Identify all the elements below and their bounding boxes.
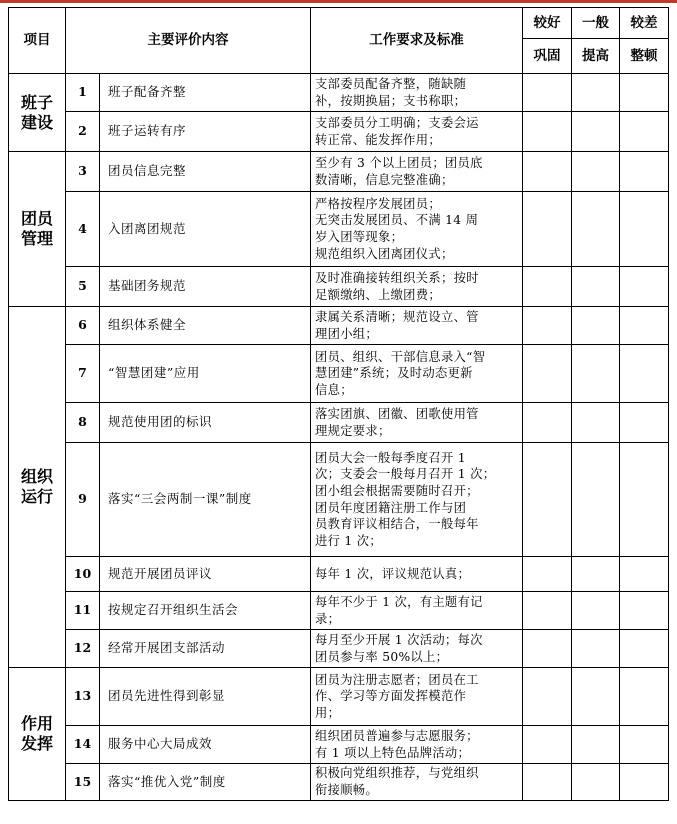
requirement-line: 至少有 3 个以上团员；团员底 — [315, 155, 483, 170]
rating-good-cell[interactable] — [523, 630, 572, 668]
rating-average-cell[interactable] — [572, 557, 620, 592]
requirement-line: 信息； — [315, 382, 353, 397]
category-role-play: 作用 发挥 — [9, 668, 66, 801]
table-body — [9, 74, 669, 801]
table-row — [9, 74, 669, 112]
rating-average-cell[interactable] — [572, 74, 620, 112]
header-project: 项目 — [9, 8, 66, 74]
requirement-line: 转正常、能发挥作用； — [315, 132, 441, 147]
table-row — [9, 443, 669, 557]
rating-good-cell[interactable] — [523, 267, 572, 307]
rating-average-cell[interactable] — [572, 592, 620, 630]
table-row — [9, 192, 669, 267]
work-requirement — [311, 192, 523, 267]
work-requirement — [311, 630, 523, 668]
work-requirement — [311, 403, 523, 443]
table-row — [9, 668, 669, 726]
requirement-line: 理规定要求； — [315, 423, 391, 438]
rating-poor-cell[interactable] — [620, 74, 669, 112]
rating-poor-cell[interactable] — [620, 764, 669, 801]
requirement-line: 团员、组织、干部信息录入“智 — [315, 349, 486, 364]
rating-good-cell[interactable] — [523, 152, 572, 192]
requirement-line: 每月至少开展 1 次活动；每次 — [315, 632, 483, 647]
rating-good-cell[interactable] — [523, 345, 572, 403]
requirement-line: 无突击发展团员、不满 14 周 — [315, 213, 479, 228]
rating-good-cell[interactable] — [523, 668, 572, 726]
evaluation-content: 班子运转有序 — [100, 112, 311, 152]
requirement-line: 有 1 项以上特色品牌活动； — [315, 745, 471, 760]
requirement-line: 进行 1 次； — [315, 533, 382, 548]
rating-average-cell[interactable] — [572, 630, 620, 668]
requirement-line: 严格按程序发展团员； — [315, 196, 441, 211]
rating-average-cell[interactable] — [572, 443, 620, 557]
table-row — [9, 403, 669, 443]
rating-average-cell[interactable] — [572, 192, 620, 267]
rating-average-cell[interactable] — [572, 267, 620, 307]
rating-poor-cell[interactable] — [620, 267, 669, 307]
header-standard: 工作要求及标准 — [311, 8, 523, 74]
header-rating-average: 一般 — [572, 8, 620, 39]
rating-poor-cell[interactable] — [620, 592, 669, 630]
header-rating-improve: 提高 — [572, 39, 620, 74]
table-row — [9, 592, 669, 630]
rating-good-cell[interactable] — [523, 557, 572, 592]
rating-average-cell[interactable] — [572, 668, 620, 726]
row-number: 1 — [66, 74, 100, 112]
evaluation-content: 服务中心大局成效 — [100, 726, 311, 764]
table-row — [9, 112, 669, 152]
evaluation-content: “智慧团建”应用 — [100, 345, 311, 403]
evaluation-content: 团员先进性得到彰显 — [100, 668, 311, 726]
evaluation-content: 组织体系健全 — [100, 307, 311, 345]
row-number: 13 — [66, 668, 100, 726]
table-row — [9, 345, 669, 403]
requirement-line: 数清晰，信息完整准确； — [315, 172, 454, 187]
rating-good-cell[interactable] — [523, 192, 572, 267]
requirement-line: 落实团旗、团徽、团歌使用管 — [315, 406, 479, 421]
evaluation-content: 基础团务规范 — [100, 267, 311, 307]
requirement-line: 团员年度团籍注册工作与团 — [315, 500, 467, 515]
rating-average-cell[interactable] — [572, 726, 620, 764]
row-number: 6 — [66, 307, 100, 345]
row-number: 10 — [66, 557, 100, 592]
evaluation-content: 按规定召开组织生活会 — [100, 592, 311, 630]
table-row — [9, 630, 669, 668]
table-row — [9, 726, 669, 764]
row-number: 7 — [66, 345, 100, 403]
work-requirement — [311, 112, 523, 152]
header-rating-consolidate: 巩固 — [523, 39, 572, 74]
work-requirement — [311, 592, 523, 630]
rating-good-cell[interactable] — [523, 592, 572, 630]
evaluation-content: 规范开展团员评议 — [100, 557, 311, 592]
rating-average-cell[interactable] — [572, 345, 620, 403]
header-rating-poor: 较差 — [620, 8, 669, 39]
rating-good-cell[interactable] — [523, 112, 572, 152]
top-red-rule — [0, 0, 677, 3]
rating-poor-cell[interactable] — [620, 668, 669, 726]
rating-poor-cell[interactable] — [620, 345, 669, 403]
rating-average-cell[interactable] — [572, 152, 620, 192]
rating-poor-cell[interactable] — [620, 557, 669, 592]
requirement-line: 团员为注册志愿者；团员在工 — [315, 672, 479, 687]
requirement-line: 足额缴纳、上缴团费； — [315, 287, 441, 302]
work-requirement — [311, 668, 523, 726]
rating-good-cell[interactable] — [523, 403, 572, 443]
requirement-line: 员教育评议相结合，一般每年 — [315, 517, 479, 532]
requirement-line: 补，按期换届；支书称职； — [315, 93, 467, 108]
rating-good-cell[interactable] — [523, 764, 572, 801]
row-number: 8 — [66, 403, 100, 443]
evaluation-content: 经常开展团支部活动 — [100, 630, 311, 668]
header-content: 主要评价内容 — [66, 8, 311, 74]
work-requirement — [311, 726, 523, 764]
work-requirement — [311, 345, 523, 403]
category-organization-operation: 组织 运行 — [9, 307, 66, 668]
row-number: 15 — [66, 764, 100, 801]
work-requirement — [311, 307, 523, 345]
rating-poor-cell[interactable] — [620, 192, 669, 267]
rating-poor-cell[interactable] — [620, 403, 669, 443]
table-row — [9, 764, 669, 801]
rating-average-cell[interactable] — [572, 307, 620, 345]
rating-average-cell[interactable] — [572, 403, 620, 443]
table-row — [9, 267, 669, 307]
rating-poor-cell[interactable] — [620, 443, 669, 557]
evaluation-content: 落实“推优入党”制度 — [100, 764, 311, 801]
requirement-line: 次；支委会一般每月召开 1 次； — [315, 467, 496, 482]
rating-good-cell[interactable] — [523, 74, 572, 112]
requirement-line: 规范组织入团离团仪式； — [315, 246, 454, 261]
evaluation-content: 入团离团规范 — [100, 192, 311, 267]
requirement-line: 支部委员分工明确；支委会运 — [315, 115, 479, 130]
requirement-line: 积极向党组织推荐，与党组织 — [315, 766, 479, 781]
requirement-line: 作、学习等方面发挥模范作 — [315, 689, 467, 704]
work-requirement — [311, 152, 523, 192]
row-number: 12 — [66, 630, 100, 668]
row-number: 9 — [66, 443, 100, 557]
requirement-line: 岁入团等现象； — [315, 230, 404, 244]
requirement-line: 团员大会一般每季度召开 1 — [315, 450, 466, 465]
work-requirement — [311, 557, 523, 592]
work-requirement — [311, 74, 523, 112]
requirement-line: 每年 1 次，评议规范认真； — [315, 566, 471, 581]
rating-poor-cell[interactable] — [620, 152, 669, 192]
row-number: 4 — [66, 192, 100, 267]
rating-poor-cell[interactable] — [620, 630, 669, 668]
table-row — [9, 152, 669, 192]
requirement-line: 支部委员配备齐整，随缺随 — [315, 76, 467, 91]
evaluation-content: 团员信息完整 — [100, 152, 311, 192]
table-row — [9, 557, 669, 592]
rating-good-cell[interactable] — [523, 307, 572, 345]
evaluation-content: 落实“三会两制一课”制度 — [100, 443, 311, 557]
requirement-line: 隶属关系清晰；规范设立、管 — [315, 309, 479, 324]
category-team-building: 班子 建设 — [9, 74, 66, 152]
rating-poor-cell[interactable] — [620, 307, 669, 345]
evaluation-content: 班子配备齐整 — [100, 74, 311, 112]
requirement-line: 组织团员普遍参与志愿服务； — [315, 728, 479, 743]
row-number: 14 — [66, 726, 100, 764]
requirement-line: 团员参与率 50%以上； — [315, 649, 449, 664]
rating-good-cell[interactable] — [523, 726, 572, 764]
rating-average-cell[interactable] — [572, 764, 620, 801]
requirement-line: 理团小组； — [315, 326, 378, 341]
evaluation-content: 规范使用团的标识 — [100, 403, 311, 443]
evaluation-table — [8, 7, 669, 801]
requirement-line: 用； — [315, 705, 341, 720]
rating-poor-cell[interactable] — [620, 726, 669, 764]
rating-poor-cell[interactable] — [620, 112, 669, 152]
category-member-management: 团员 管理 — [9, 152, 66, 307]
requirement-line: 慧团建”系统；及时动态更新 — [315, 366, 473, 381]
requirement-line: 团小组会根据需要随时召开； — [315, 483, 479, 498]
table-row — [9, 307, 669, 345]
header-rating-rectify: 整顿 — [620, 39, 669, 74]
row-number: 2 — [66, 112, 100, 152]
requirement-line: 录； — [315, 611, 341, 626]
work-requirement — [311, 764, 523, 801]
work-requirement — [311, 267, 523, 307]
rating-average-cell[interactable] — [572, 112, 620, 152]
row-number: 11 — [66, 592, 100, 630]
requirement-line: 及时准确接转组织关系；按时 — [315, 270, 479, 285]
header-rating-good: 较好 — [523, 8, 572, 39]
row-number: 5 — [66, 267, 100, 307]
work-requirement — [311, 443, 523, 557]
row-number: 3 — [66, 152, 100, 192]
requirement-line: 每年不少于 1 次，有主题有记 — [315, 594, 483, 609]
rating-good-cell[interactable] — [523, 443, 572, 557]
requirement-line: 衔接顺畅。 — [315, 783, 378, 797]
